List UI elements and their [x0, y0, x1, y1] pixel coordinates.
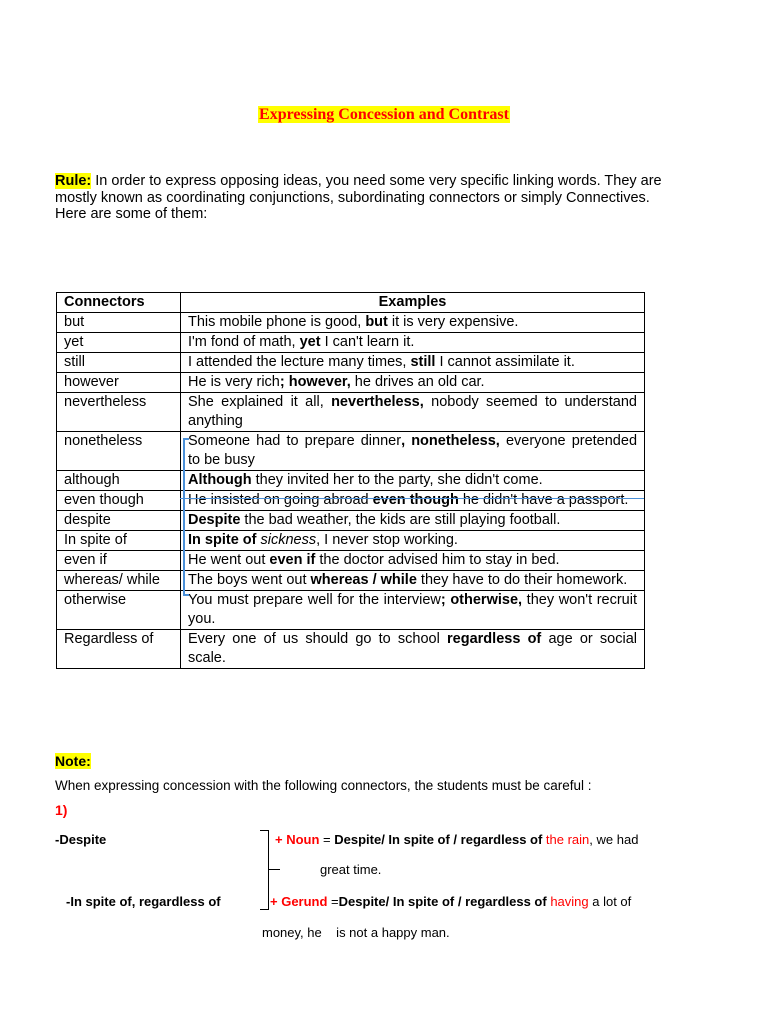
example-segment: regardless of	[447, 631, 542, 647]
connector-cell: otherwise	[57, 591, 181, 630]
example-segment: I cannot assimilate it.	[435, 354, 575, 370]
example-segment: the doctor advised him to stay in bed.	[315, 552, 560, 568]
example-segment: Someone had to prepare dinner	[188, 433, 402, 449]
connector-cell: even though	[57, 491, 181, 511]
example-cell	[181, 591, 645, 630]
example-segment: I can't learn it.	[320, 334, 415, 350]
example-cell	[181, 313, 645, 333]
example-segment: ; however,	[279, 374, 351, 390]
example-segment: , I never stop working.	[316, 532, 458, 548]
example-segment: She explained it all,	[188, 394, 332, 410]
brace-tick	[268, 869, 280, 870]
example-segment: nobody seemed to understand anything	[188, 394, 637, 429]
table-row	[57, 432, 645, 471]
brace-bracket	[260, 830, 269, 910]
example-segment: Every one of us should go to school	[188, 631, 448, 647]
example-segment: ; otherwise,	[440, 592, 523, 608]
example-segment: they invited her to the party, she didn't come.	[251, 472, 543, 488]
connector-cell: although	[57, 471, 181, 491]
connector-cell: however	[57, 373, 181, 393]
table-row	[57, 591, 645, 630]
example-segment: nevertheless,	[331, 394, 424, 410]
table-row	[57, 491, 645, 511]
example-segment: Although	[188, 472, 252, 488]
header-examples: Examples	[181, 293, 645, 313]
example-segment: I'm fond of math,	[188, 334, 300, 350]
connector-cell: whereas/ while	[57, 571, 181, 591]
example-segment: Despite	[188, 512, 241, 528]
example-segment: He went out	[188, 552, 270, 568]
connector-cell: yet	[57, 333, 181, 353]
example-segment: sickness	[260, 532, 317, 548]
table-header-row	[57, 293, 645, 313]
example-segment: You must prepare well for the interview	[188, 592, 441, 608]
connector-cell: nonetheless	[57, 432, 181, 471]
example-cell	[181, 491, 645, 511]
example-cell	[181, 471, 645, 491]
example-segment: the bad weather, the kids are still playing football.	[240, 512, 561, 528]
example-segment: still	[410, 354, 436, 370]
example-cell	[181, 531, 645, 551]
connectors-table	[56, 292, 645, 669]
example-cell	[181, 551, 645, 571]
example-segment: He insisted on going abroad	[188, 492, 373, 508]
table-row	[57, 353, 645, 373]
connector-cell: In spite of	[57, 531, 181, 551]
rule-line-gerund-cont: money, he is not a happy man.	[262, 925, 450, 940]
rule-label: Rule:	[55, 173, 92, 189]
table-row	[57, 571, 645, 591]
connector-cell: nevertheless	[57, 393, 181, 432]
table-row	[57, 373, 645, 393]
example-segment: it is very expensive.	[387, 314, 519, 330]
page-title: Expressing Concession and Contrast	[259, 106, 509, 123]
example-segment: This mobile phone is good,	[188, 314, 366, 330]
table-row	[57, 393, 645, 432]
note-label: Note:	[55, 753, 91, 769]
rule-line-gerund: + Gerund =Despite/ In spite of / regardless of having a lot of	[270, 894, 632, 909]
table-body	[57, 313, 645, 669]
example-segment: they won't recruit you.	[188, 592, 637, 627]
example-cell	[181, 353, 645, 373]
rule-line-noun: + Noun = Despite/ In spite of / regardless of the rain, we had	[275, 832, 639, 847]
note-text: When expressing concession with the following connectors, the students must be careful :	[55, 778, 592, 793]
example-segment: but	[365, 314, 388, 330]
example-cell	[181, 373, 645, 393]
connector-cell: even if	[57, 551, 181, 571]
table-row	[57, 630, 645, 669]
example-cell	[181, 511, 645, 531]
example-segment: He is very rich	[188, 374, 280, 390]
table-row	[57, 551, 645, 571]
example-segment: I attended the lecture many times,	[188, 354, 411, 370]
rule-line-noun-cont: great time.	[320, 862, 382, 877]
despite-label: -Despite	[55, 832, 107, 847]
example-segment: he didn't have a passport.	[458, 492, 629, 508]
example-segment: yet	[299, 334, 321, 350]
blue-divider-line	[180, 498, 644, 499]
example-cell	[181, 432, 645, 471]
example-cell	[181, 393, 645, 432]
example-cell	[181, 630, 645, 669]
table-row	[57, 333, 645, 353]
table-row	[57, 313, 645, 333]
example-segment: The boys went out	[188, 572, 311, 588]
example-cell	[181, 571, 645, 591]
example-segment: they have to do their homework.	[416, 572, 628, 588]
note-number: 1)	[55, 802, 68, 818]
example-segment: even though	[372, 492, 459, 508]
connector-cell: still	[57, 353, 181, 373]
connector-cell: despite	[57, 511, 181, 531]
table-row	[57, 471, 645, 491]
header-connectors: Connectors	[57, 293, 181, 313]
example-segment: everyone pretended to be busy	[188, 433, 638, 468]
example-segment: even if	[269, 552, 316, 568]
connector-cell: Regardless of	[57, 630, 181, 669]
rule-text: In order to express opposing ideas, you need some very specific linking words. They are mostly known as coordinating conjunctions, subordinating connectors or simply Connectives. Here are some of them:	[55, 173, 662, 222]
example-cell	[181, 333, 645, 353]
example-segment: whereas / while	[310, 572, 417, 588]
example-segment: , nonetheless,	[401, 433, 500, 449]
example-segment: age or social scale.	[188, 631, 637, 666]
example-segment: he drives an old car.	[350, 374, 485, 390]
table-row	[57, 511, 645, 531]
table-row	[57, 531, 645, 551]
example-segment: In spite of	[188, 532, 261, 548]
in-spite-of-label: -In spite of, regardless of	[66, 894, 221, 909]
rule-paragraph	[55, 173, 675, 223]
connector-cell: but	[57, 313, 181, 333]
blue-bracket	[183, 438, 189, 596]
